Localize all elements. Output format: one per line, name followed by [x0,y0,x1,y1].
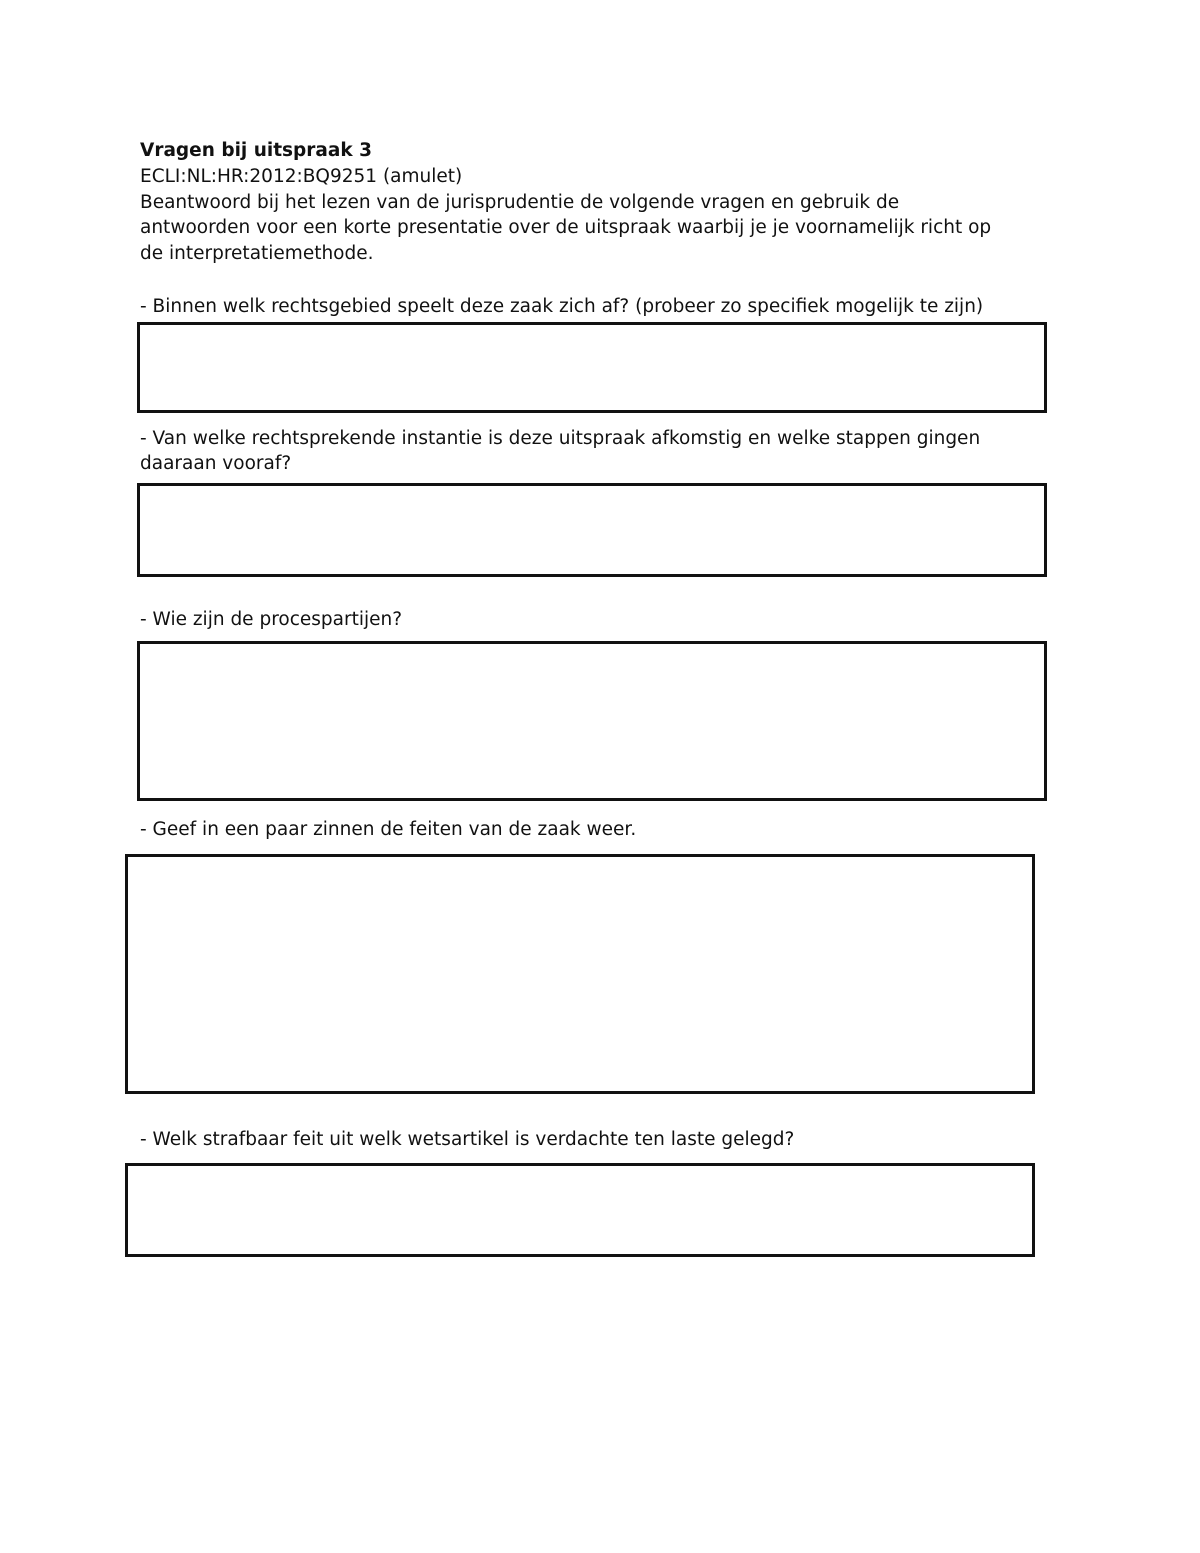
answer-box-3[interactable] [137,641,1047,801]
question-2-label-line-2: daaraan vooraf? [140,453,292,474]
question-3-label: - Wie zijn de procespartijen? [140,609,403,630]
question-5-label: - Welk strafbaar feit uit welk wetsartikel is verdachte ten laste gelegd? [140,1129,795,1150]
question-4-label: - Geef in een paar zinnen de feiten van de zaak weer. [140,819,637,840]
answer-box-2[interactable] [137,483,1047,577]
document-title: Vragen bij uitspraak 3 [140,140,373,161]
question-2-label-line-1: - Van welke rechtsprekende instantie is deze uitspraak afkomstig en welke stappen gingen [140,428,981,449]
instruction-line-2: antwoorden voor een korte presentatie over de uitspraak waarbij je je voornamelijk richt op [140,217,992,238]
instruction-line-3: de interpretatiemethode. [140,243,374,264]
question-1-label: - Binnen welk rechtsgebied speelt deze zaak zich af? (probeer zo specifiek mogelijk te zijn) [140,296,984,317]
answer-box-1[interactable] [137,322,1047,413]
ecli-reference: ECLI:NL:HR:2012:BQ9251 (amulet) [140,166,463,187]
answer-box-5[interactable] [125,1163,1035,1257]
instruction-line-1: Beantwoord bij het lezen van de jurisprudentie de volgende vragen en gebruik de [140,192,900,213]
answer-box-4[interactable] [125,854,1035,1094]
